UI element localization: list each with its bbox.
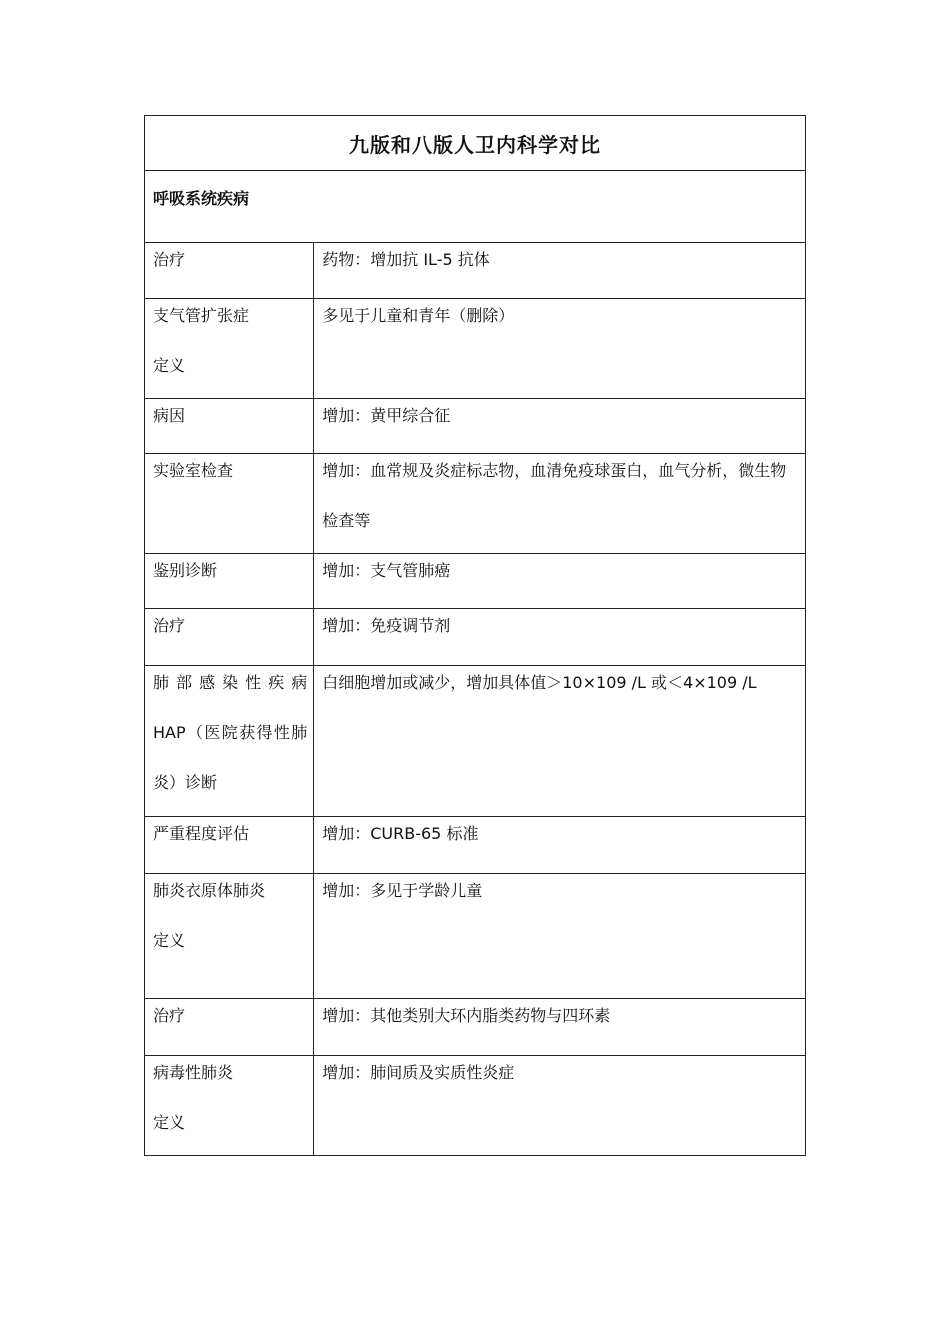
section-row (145, 171, 806, 243)
row-content-line: 增加：免疫调节剂 (322, 616, 451, 635)
row-label-line: 严重程度评估 (153, 824, 250, 843)
row-label-cell (145, 1056, 314, 1156)
row-content-line: 增加：其他类别大环内脂类药物与四环素 (322, 1006, 611, 1025)
table-row (145, 874, 806, 999)
row-label-cell (145, 454, 314, 554)
row-content-cell (314, 454, 806, 554)
row-content-line: 白细胞增加或减少，增加具体值＞10×109 /L 或＜4×109 /L (322, 673, 757, 692)
title-row (145, 116, 806, 171)
row-content-cell (314, 999, 806, 1056)
table-row (145, 666, 806, 817)
row-content-line: 增加：支气管肺癌 (322, 561, 451, 580)
row-label-cell (145, 874, 314, 999)
document-title: 九版和八版人卫内科学对比 (145, 116, 806, 171)
table-row (145, 454, 806, 554)
table-row (145, 1056, 806, 1156)
row-label-cell (145, 999, 314, 1056)
row-label-line: 病毒性肺炎 (153, 1063, 234, 1082)
row-label-line: 支气管扩张症 (153, 306, 250, 325)
row-content-cell (314, 817, 806, 874)
table-row (145, 817, 806, 874)
row-label-line: 实验室检查 (153, 461, 234, 480)
row-content-line: 多见于儿童和青年（删除） (322, 306, 515, 325)
row-content-cell (314, 666, 806, 817)
row-content-line: 增加：黄甲综合征 (322, 406, 451, 425)
row-content-line: 增加：血常规及炎症标志物，血清免疫球蛋白，血气分析，微生物 (322, 461, 787, 480)
row-content-line: 增加：肺间质及实质性炎症 (322, 1063, 515, 1082)
table-row (145, 609, 806, 666)
row-label-line: 治疗 (153, 616, 186, 635)
row-label-cell (145, 817, 314, 874)
row-label-line: 定义 (153, 931, 186, 950)
row-label-line: 肺炎衣原体肺炎 (153, 881, 266, 900)
row-content-cell (314, 874, 806, 999)
row-content-cell (314, 299, 806, 399)
row-label-cell (145, 609, 314, 666)
row-content-cell (314, 609, 806, 666)
table-row (145, 999, 806, 1056)
row-content-line: 增加：CURB-65 标准 (322, 824, 479, 843)
section-heading: 呼吸系统疾病 (145, 171, 806, 243)
table-row (145, 299, 806, 399)
row-label-line: 治疗 (153, 250, 186, 269)
row-label-line: 治疗 (153, 1006, 186, 1025)
row-label-line: 鉴别诊断 (153, 561, 218, 580)
row-label-cell (145, 299, 314, 399)
row-label-line: HAP（医院获得性肺 (153, 723, 308, 742)
row-content-line: 增加：多见于学龄儿童 (322, 881, 483, 900)
row-label-line: 肺部感染性疾病 (153, 673, 308, 692)
row-label-line: 病因 (153, 406, 186, 425)
comparison-table (144, 115, 806, 1156)
row-content-cell (314, 1056, 806, 1156)
row-label-line: 炎）诊断 (153, 773, 218, 792)
row-content-line: 检查等 (322, 511, 371, 530)
row-content-line: 药物：增加抗 IL-5 抗体 (322, 250, 490, 269)
row-label-line: 定义 (153, 1113, 186, 1132)
row-label-cell (145, 666, 314, 817)
row-label-line: 定义 (153, 356, 186, 375)
